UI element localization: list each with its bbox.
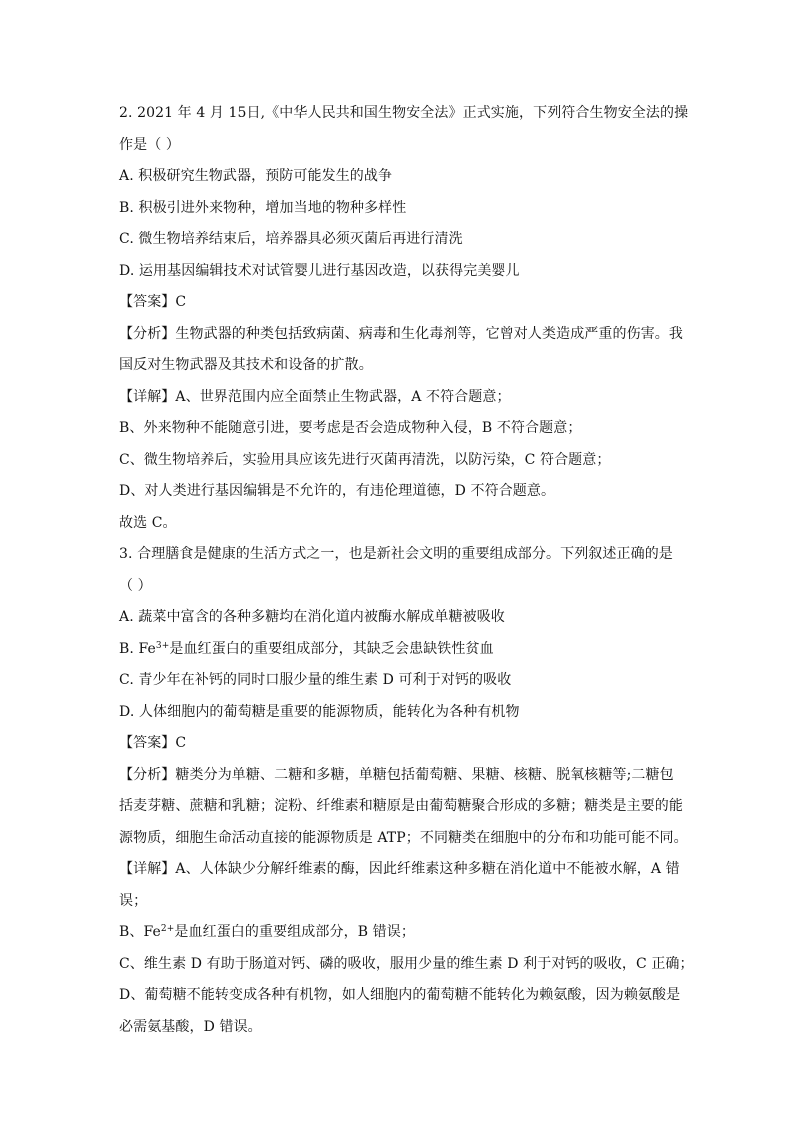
option-b-prefix: B. Fe xyxy=(119,640,156,657)
question-3-analysis-line-2: 括麦芽糖、蔗糖和乳糖；淀粉、纤维素和糖原是由葡萄糖聚合形成的多糖；糖类是主要的能 xyxy=(119,798,683,814)
question-2-detail-line-1: 【详解】A、世界范围内应全面禁止生物武器，A 不符合题意； xyxy=(119,388,511,405)
question-2-analysis-line-1: 【分析】生物武器的种类包括致病菌、病毒和生化毒剂等，它曾对人类造成严重的伤害。我 xyxy=(119,325,683,342)
question-2-analysis-line-2: 国反对生物武器及其技术和设备的扩散。 xyxy=(119,357,373,373)
question-2-option-c: C. 微生物培养结束后，培养器具必须灭菌后再进行清洗 xyxy=(119,231,463,247)
document-page xyxy=(119,98,694,1043)
question-3-stem-line-1: 3. 合理膳食是健康的生活方式之一，也是新社会文明的重要组成部分。下列叙述正确的是 xyxy=(119,546,673,562)
iron-ion-charge: 2+ xyxy=(160,924,175,934)
question-2-answer: 【答案】C xyxy=(119,294,187,310)
question-2-stem-line-1: 2. 2021 年 4 月 15日,《中华人民共和国生物安全法》正式实施，下列符合生物安全法的操 xyxy=(119,105,689,121)
question-3-detail-line-5: D、葡萄糖不能转变成各种有机物，如人细胞内的葡萄糖不能转化为赖氨酸，因为赖氨酸是 xyxy=(119,987,681,1003)
question-2-detail-line-4: D、对人类进行基因编辑是不允许的，有违伦理道德，D 不符合题意。 xyxy=(119,483,556,499)
question-2-option-a: A. 积极研究生物武器，预防可能发生的战争 xyxy=(119,168,393,184)
question-3-detail-line-6: 必需氨基酸，D 错误。 xyxy=(119,1018,262,1035)
question-3-detail-line-1: 【详解】A、人体缺少分解纤维素的酶，因此纤维素这种多糖在消化道中不能被水解，A 错 xyxy=(119,861,680,877)
detail-b-suffix: 是血红蛋白的重要组成部分，B 错误； xyxy=(174,924,415,940)
question-3-option-c: C. 青少年在补钙的同时口服少量的维生素 D 可利于对钙的吸收 xyxy=(119,672,512,688)
question-3-stem-line-2: （ ） xyxy=(119,577,152,594)
question-2-option-d: D. 运用基因编辑技术对试管婴儿进行基因改造，以获得完美婴儿 xyxy=(119,262,520,279)
question-2-option-b: B. 积极引进外来物种，增加当地的物种多样性 xyxy=(119,199,407,216)
question-3-option-b xyxy=(119,634,679,666)
question-3 xyxy=(119,539,694,1043)
question-3-analysis-line-3: 源物质，细胞生命活动直接的能源物质是 ATP；不同糖类在细胞中的分布和功能可能不同。 xyxy=(119,829,688,846)
question-3-detail-line-4: C、维生素 D 有助于肠道对钙、磷的吸收，服用少量的维生素 D 利于对钙的吸收，C 正确； xyxy=(119,955,694,972)
question-3-detail-line-3 xyxy=(119,917,679,949)
option-b-suffix: 是血红蛋白的重要组成部分，其缺乏会患缺铁性贫血 xyxy=(169,640,494,657)
detail-b-prefix: B、Fe xyxy=(119,924,161,940)
question-3-answer: 【答案】C xyxy=(119,735,187,751)
question-3-analysis-line-1: 【分析】糖类分为单糖、二糖和多糖，单糖包括葡萄糖、果糖、核糖、脱氧核糖等;二糖包 xyxy=(119,766,674,783)
question-2-detail-line-3: C、微生物培养后，实验用具应该先进行灭菌再清洗，以防污染，C 符合题意； xyxy=(119,451,611,468)
question-2-stem-line-2: 作是（ ） xyxy=(119,136,180,153)
question-2-detail-line-2: B、外来物种不能随意引进，要考虑是否会造成物种入侵，B 不符合题意； xyxy=(119,420,582,436)
question-2 xyxy=(119,98,689,539)
question-2-conclusion: 故选 C。 xyxy=(119,514,177,531)
question-3-option-d: D. 人体细胞内的葡萄糖是重要的能源物质，能转化为各种有机物 xyxy=(119,703,520,720)
question-3-detail-line-2: 误； xyxy=(119,892,148,909)
question-3-option-a: A. 蔬菜中富含的各种多糖均在消化道内被酶水解成单糖被吸收 xyxy=(119,609,505,625)
iron-ion-charge: 3+ xyxy=(155,640,170,651)
